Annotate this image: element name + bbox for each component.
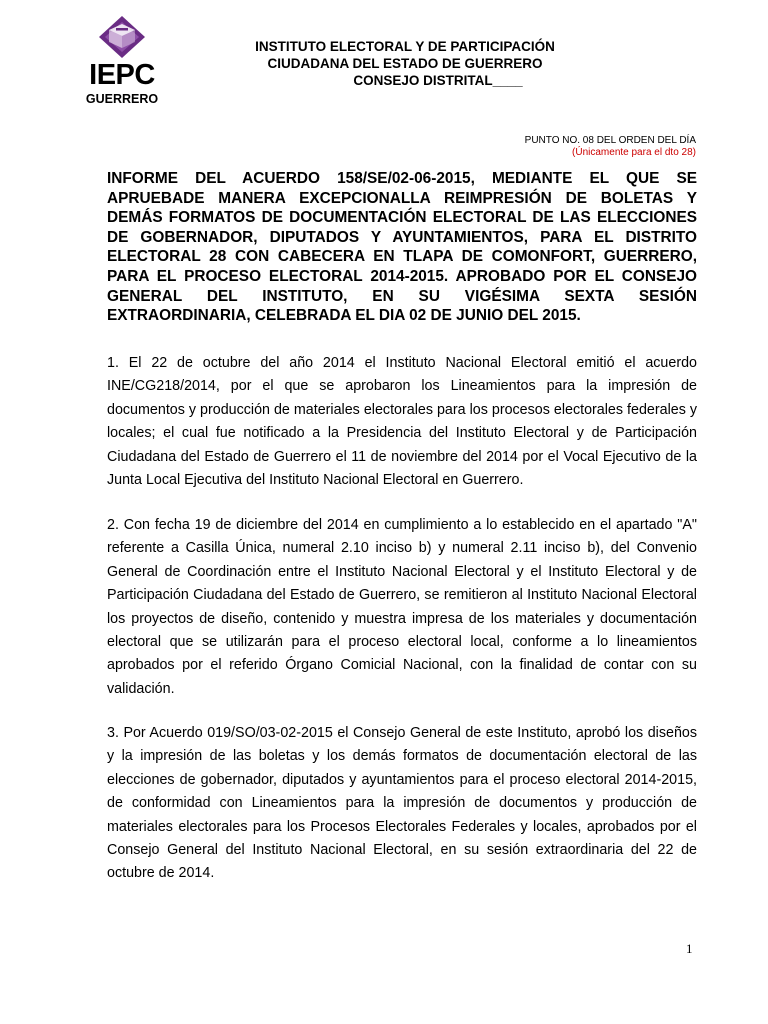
iepc-logo — [83, 14, 161, 114]
header-line-3: CONSEJO DISTRITAL____ — [353, 73, 523, 88]
document-title: INFORME DEL ACUERDO 158/SE/02-06-2015, MEDIANTE EL QUE SE APRUEBADE MANERA EXCEPCIONALLA REIMPRESIÓN DE BOLETAS Y DEMÁS FORMATOS DE DOCUMENTACIÓN ELECTORAL DE LAS ELECCIONES DE GOBERNADOR, DIPUTADOS Y AYUNTAMIENTOS, PARA EL DISTRITO ELECTORAL 28 CON CABECERA EN TLAPA DE COMONFORT, GUERRERO, PARA EL PROCESO ELECTORAL 2014-2015. APROBADO POR EL CONSEJO GENERAL DEL INSTITUTO, EN SU VIGÉSIMA SEXTA SESIÓN EXTRAORDINARIA, CELEBRADA EL DIA 02 DE JUNIO DEL 2015. — [107, 170, 697, 325]
document-header — [210, 38, 600, 89]
paragraph-2: 2. Con fecha 19 de diciembre del 2014 en cumplimiento a lo establecido en el apartado "A" referente a Casilla Única, numeral 2.10 inciso b) y numeral 2.11 inciso b), del Convenio General de Coordinación entre el Instituto Nacional Electoral y el Instituto Electoral y de Participación Ciudadana del Estado de Guerrero, se remitieron al Instituto Nacional Electoral los proyectos de diseño, contenido y muestra impresa de los materiales y documentación electoral que se utilizarán para el proceso electoral local, conforme a lo lineamientos aprobados por el referido Órgano Comicial Nacional, con la finalidad de contar con su validación. — [107, 517, 697, 697]
ballot-box-emblem-icon — [83, 14, 161, 60]
header-line-2: CIUDADANA DEL ESTADO DE GUERRERO — [267, 56, 543, 71]
logo-acronym: IEPC — [89, 59, 155, 91]
agenda-item-note: (Únicamente para el dto 28) — [572, 147, 696, 158]
agenda-item-label: PUNTO NO. 08 DEL ORDEN DEL DÍA — [524, 135, 696, 146]
page-number: 1 — [686, 941, 693, 956]
logo-state: GUERRERO — [85, 92, 159, 106]
header-line-1: INSTITUTO ELECTORAL Y DE PARTICIPACIÓN — [255, 39, 555, 54]
paragraph-3: 3. Por Acuerdo 019/SO/03-02-2015 el Consejo General de este Instituto, aprobó los diseños y la impresión de las boletas y los demás formatos de documentación electoral de las elecciones de gobernador, diputados y ayuntamientos para el proceso electoral 2014-2015, de conformidad con Lineamientos para la impresión de documentos y producción de materiales electorales para los Procesos Electorales Federales y locales, aprobados por el Consejo General del Instituto Nacional Electoral, en su sesión extraordinaria del 22 de octubre de 2014. — [107, 725, 697, 882]
paragraph-1: 1. El 22 de octubre del año 2014 el Instituto Nacional Electoral emitió el acuerdo INE/CG218/2014, por el que se aprobaron los Lineamientos para la impresión de documentos y producción de materiales electorales para los procesos electorales federales y locales; el cual fue notificado a la Presidencia del Instituto Electoral y de Participación Ciudadana del Estado de Guerrero el 11 de noviembre del 2014 por el Vocal Ejecutivo de la Junta Local Ejecutiva del Instituto Nacional Electoral en Guerrero. — [107, 355, 697, 489]
agenda-item — [525, 135, 696, 159]
